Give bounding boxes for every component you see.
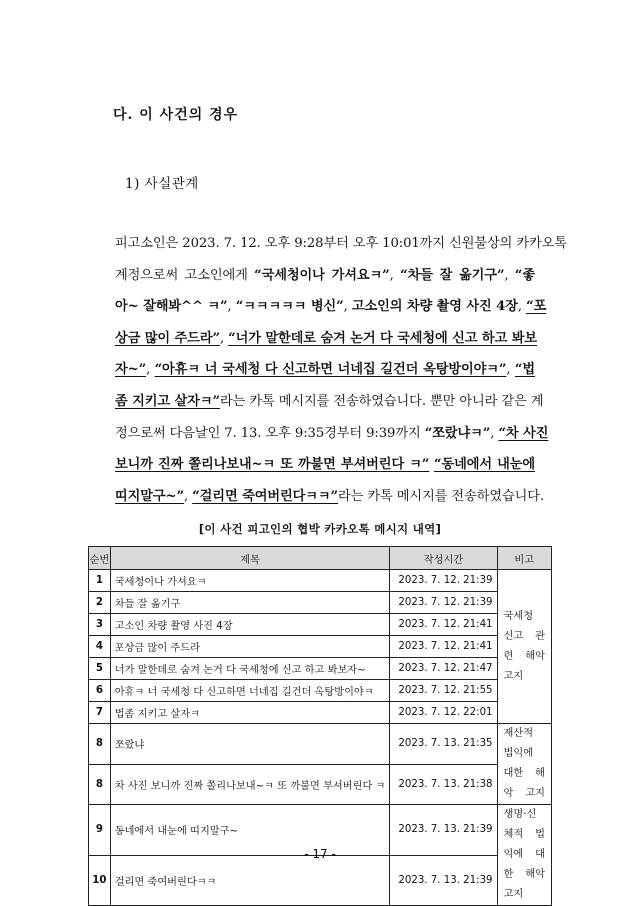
text-run: , [146, 362, 155, 378]
row-date: 2023. 7. 13. 21:38 [390, 764, 497, 805]
quote-bold-underlined: 자~” [115, 362, 147, 378]
text-run: , [506, 362, 515, 378]
paragraph-line [115, 228, 567, 260]
row-title: 국세청이나 가셔요ㅋ [110, 570, 390, 592]
paragraph-line [115, 323, 535, 355]
row-title: 차 사진 보니까 진짜 쫄리나보내~ㅋ 또 까불면 부셔버린다 ㅋ [110, 764, 390, 805]
row-title: 동네에서 내눈에 띠지말구~ [110, 805, 390, 856]
paragraph-line [115, 354, 535, 386]
row-remark: 국세청 신고 관련 해악 고지 [497, 570, 551, 724]
row-date: 2023. 7. 13. 21:39 [390, 805, 497, 856]
table-row [89, 764, 552, 805]
table-header-row [89, 547, 552, 570]
row-date: 2023. 7. 12. 21:41 [390, 614, 497, 636]
page-number: - 17 - [304, 847, 336, 861]
row-no: 3 [89, 614, 111, 636]
quote-bold-underlined: “포 [526, 299, 547, 315]
header-remark: 비고 [497, 547, 551, 570]
text-run: , [517, 299, 527, 315]
row-remark: 재산적 법익에 대한 해악 고지 [497, 724, 551, 805]
row-title: 차들 잘 옮기구 [110, 592, 390, 614]
text-run: 라는 카톡 메시지를 전송하였습니다. 뿐만 아니라 같은 계 [219, 393, 544, 409]
quote-bold: “ㅋㅋㅋㅋㅋ 병신” [235, 299, 344, 315]
table-row [89, 570, 552, 592]
text-run: , [343, 299, 352, 315]
paragraph-line [115, 291, 547, 323]
quote-bold-underlined: 보니까 진짜 쫄리나보내~ㅋ 또 까불면 부셔버린다 ㅋ” [115, 457, 430, 473]
table-row [89, 855, 552, 906]
row-title: 걸리면 죽여버린다ㅋㅋ [110, 855, 390, 906]
table-row [89, 636, 552, 658]
quote-bold: “국세청이나 가셔요ㅋ” [254, 267, 390, 283]
row-no: 6 [89, 680, 111, 702]
row-no: 5 [89, 658, 111, 680]
row-no: 8 [89, 764, 111, 805]
row-date: 2023. 7. 12. 21:41 [390, 636, 497, 658]
row-no: 7 [89, 702, 111, 724]
text-run: , [490, 425, 499, 441]
row-remark: 생명·신체적 법익에 대한 해악 고지 [497, 805, 551, 906]
quote-bold-underlined: “너가 말한데로 숨겨 논거 다 국세청에 신고 하고 봐보 [228, 330, 537, 346]
row-date: 2023. 7. 13. 21:39 [390, 855, 497, 906]
paragraph-line [115, 386, 544, 418]
row-no: 8 [89, 724, 111, 765]
quote-bold: 아~ 잘해봐^^ ㅋ” [115, 299, 228, 315]
table-row [89, 614, 552, 636]
quote-bold-underlined: 좀 지키고 살자ㅋ” [115, 393, 220, 409]
text-run: , [504, 267, 515, 283]
paragraph-line [115, 260, 535, 292]
paragraph-line [115, 481, 545, 513]
quote-bold: “쪼랐냐ㅋ” [424, 425, 491, 441]
quote-bold-underlined: “법 [514, 362, 535, 378]
quote-bold-underlined: 상금 많이 주드라” [115, 330, 220, 346]
quote-bold-underlined: “차 사진 [498, 425, 549, 441]
text-run: 정으로써 다음날인 7. 13. 오후 9:35경부터 9:39까지 [115, 425, 425, 441]
text-run: , [184, 488, 193, 504]
header-title: 제목 [110, 547, 390, 570]
paragraph-line [115, 418, 549, 450]
paragraph-line [115, 449, 535, 481]
header-date: 작성시간 [390, 547, 497, 570]
row-no: 9 [89, 805, 111, 856]
row-no: 4 [89, 636, 111, 658]
row-title: 쪼랐냐 [110, 724, 390, 765]
row-title: 포상금 많이 주드라 [110, 636, 390, 658]
table-row [89, 680, 552, 702]
row-date: 2023. 7. 12. 21:39 [390, 570, 497, 592]
table-row [89, 592, 552, 614]
header-no: 순번 [89, 547, 111, 570]
row-title: 아휴ㅋ 너 국세청 다 신고하면 너네집 길건더 옥탕방이야ㅋ [110, 680, 390, 702]
text-run: , [389, 267, 401, 283]
row-no: 10 [89, 855, 111, 906]
text-run: 계정으로써 고소인에게 [115, 267, 255, 283]
table-caption: [이 사건 피고인의 협박 카카오톡 메시지 내역] [198, 522, 442, 536]
quote-bold: “차들 잘 옮기구” [400, 267, 505, 283]
text-run: 라는 카톡 메시지를 전송하였습니다. [338, 488, 545, 504]
row-title: 법좀 지키고 살자ㅋ [110, 702, 390, 724]
text-run: , [227, 299, 236, 315]
quote-bold: “좋 [514, 267, 536, 283]
row-title: 너가 말한데로 숨겨 논거 다 국세청에 신고 하고 봐보자~ [110, 658, 390, 680]
row-date: 2023. 7. 12. 21:47 [390, 658, 497, 680]
row-title: 고소인 차량 촬영 사진 4장 [110, 614, 390, 636]
quote-bold-underlined: “걸리면 죽여버린다ㅋㅋ” [192, 488, 339, 504]
row-date: 2023. 7. 13. 21:35 [390, 724, 497, 765]
row-date: 2023. 7. 12. 21:39 [390, 592, 497, 614]
table-row [89, 658, 552, 680]
quote-bold-underlined: “동네에서 내눈에 [433, 457, 536, 473]
section-title: 다. 이 사건의 경우 [113, 107, 239, 123]
subsection-title: 1) 사실관계 [125, 176, 199, 192]
row-no: 2 [89, 592, 111, 614]
table-row [89, 724, 552, 765]
facts-paragraph [115, 228, 567, 512]
text-run: , [219, 330, 229, 346]
row-no: 1 [89, 570, 111, 592]
table-row [89, 702, 552, 724]
text-run: 피고소인은 2023. 7. 12. 오후 9:28부터 오후 10:01까지 신원불상의 카카오톡 [115, 236, 567, 251]
quote-bold-underlined: 띠지말구~” [115, 488, 184, 504]
emphasis-bold: 고소인의 차량 촬영 사진 4장 [351, 299, 518, 315]
quote-bold-underlined: “아휴ㅋ 너 국세청 다 신고하면 너네집 길건더 옥탕방이야ㅋ” [154, 362, 507, 378]
row-date: 2023. 7. 12. 22:01 [390, 702, 497, 724]
row-date: 2023. 7. 12. 21:55 [390, 680, 497, 702]
